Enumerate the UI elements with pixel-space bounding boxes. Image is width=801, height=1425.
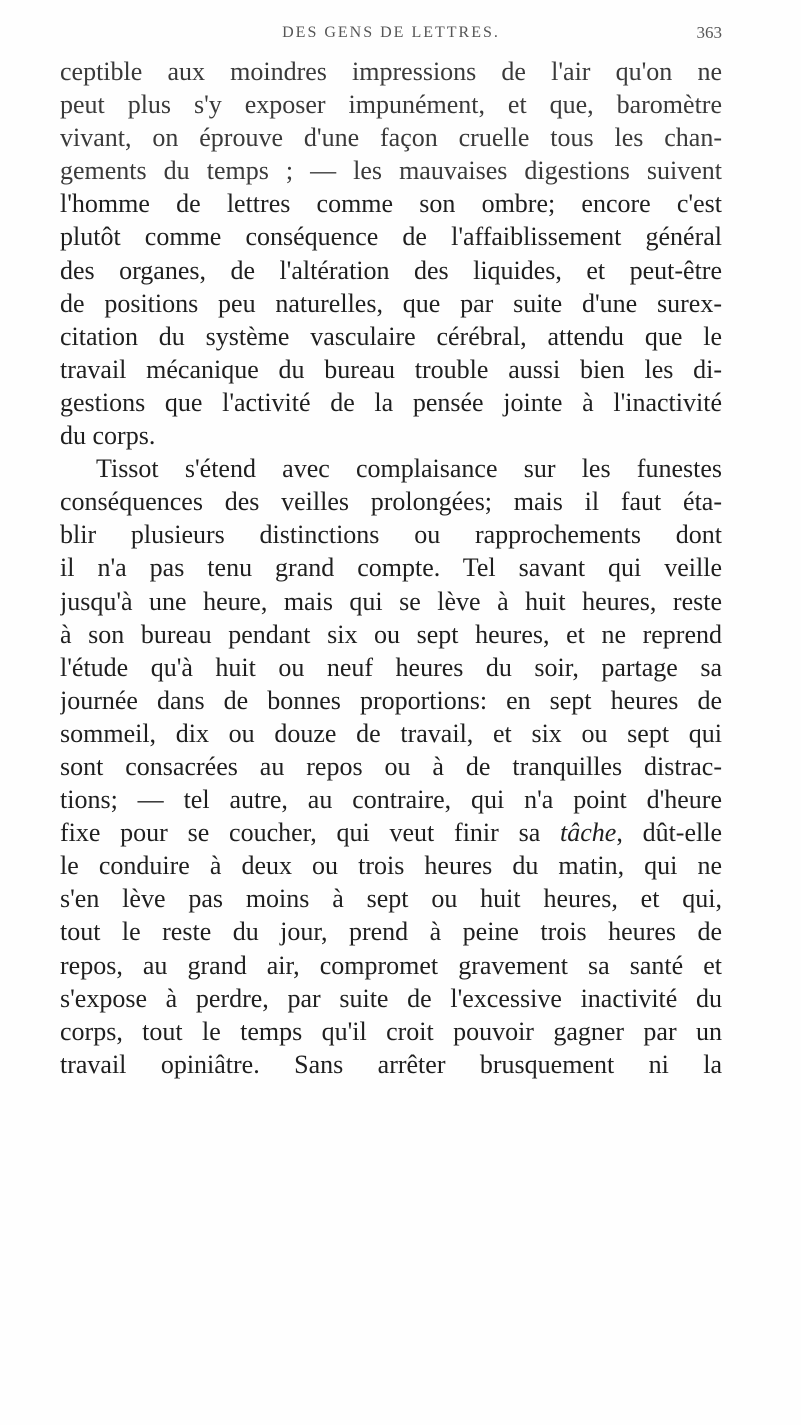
text-line: tions; — tel autre, au contraire, qui n'a point d'heure xyxy=(60,785,722,815)
text-line: sont consacrées au repos ou à de tranquilles distrac- xyxy=(60,751,722,781)
text-line: jusqu'à une heure, mais qui se lève à huit heures, reste xyxy=(60,586,722,616)
text-line: des organes, de l'altération des liquides, et peut-être xyxy=(60,255,722,285)
text-line: journée dans de bonnes proportions: en sept heures de xyxy=(60,685,722,715)
text-line: du corps. xyxy=(60,421,156,451)
text-line: de positions peu naturelles, que par suite d'une surex- xyxy=(60,288,722,318)
text-line: gements du temps ; — les mauvaises digestions suivent xyxy=(60,156,722,186)
text-line: vivant, on éprouve d'une façon cruelle tous les chan- xyxy=(60,123,722,153)
paragraph-start-line: Tissot s'étend avec complaisance sur les funestes xyxy=(96,454,722,484)
text-segment: , dût-elle xyxy=(616,818,722,848)
text-line: tout le reste du jour, prend à peine trois heures de xyxy=(60,917,722,947)
text-segment: fixe pour se coucher, qui veut finir sa xyxy=(60,818,541,848)
text-line: à son bureau pendant six ou sept heures, et ne reprend xyxy=(60,619,722,649)
text-line: le conduire à deux ou trois heures du matin, qui ne xyxy=(60,851,722,881)
text-line: l'homme de lettres comme son ombre; encore c'est xyxy=(60,189,722,219)
text-line: travail opiniâtre. Sans arrêter brusquement ni la xyxy=(60,1049,722,1079)
text-line: plutôt comme conséquence de l'affaiblissement général xyxy=(60,222,722,252)
running-header xyxy=(60,18,722,48)
text-line: repos, au grand air, compromet gravement sa santé et xyxy=(60,950,722,980)
body-text xyxy=(60,55,722,1081)
text-line: l'étude qu'à huit ou neuf heures du soir, partage sa xyxy=(60,652,722,682)
text-line: travail mécanique du bureau trouble aussi bien les di- xyxy=(60,354,722,384)
text-line-with-italic xyxy=(60,816,722,849)
text-line: blir plusieurs distinctions ou rapprochements dont xyxy=(60,520,722,550)
text-line: peut plus s'y exposer impunément, et que, baromètre xyxy=(60,90,722,120)
text-line: il n'a pas tenu grand compte. Tel savant qui veille xyxy=(60,553,722,583)
text-line: ceptible aux moindres impressions de l'air qu'on ne xyxy=(60,57,722,86)
text-line: s'expose à perdre, par suite de l'excessive inactivité du xyxy=(60,983,722,1013)
text-line: gestions que l'activité de la pensée jointe à l'inactivité xyxy=(60,387,722,417)
italic-word: tâche xyxy=(560,818,617,848)
text-line: citation du système vasculaire cérébral, attendu que le xyxy=(60,321,722,351)
text-line: conséquences des veilles prolongées; mais il faut éta- xyxy=(60,487,722,517)
text-line: corps, tout le temps qu'il croit pouvoir gagner par un xyxy=(60,1016,722,1046)
text-line: s'en lève pas moins à sept ou huit heures, et qui, xyxy=(60,884,722,914)
page-number: 363 xyxy=(696,23,722,42)
text-line: sommeil, dix ou douze de travail, et six ou sept qui xyxy=(60,718,722,748)
running-title: DES GENS DE LETTRES. xyxy=(282,24,500,41)
